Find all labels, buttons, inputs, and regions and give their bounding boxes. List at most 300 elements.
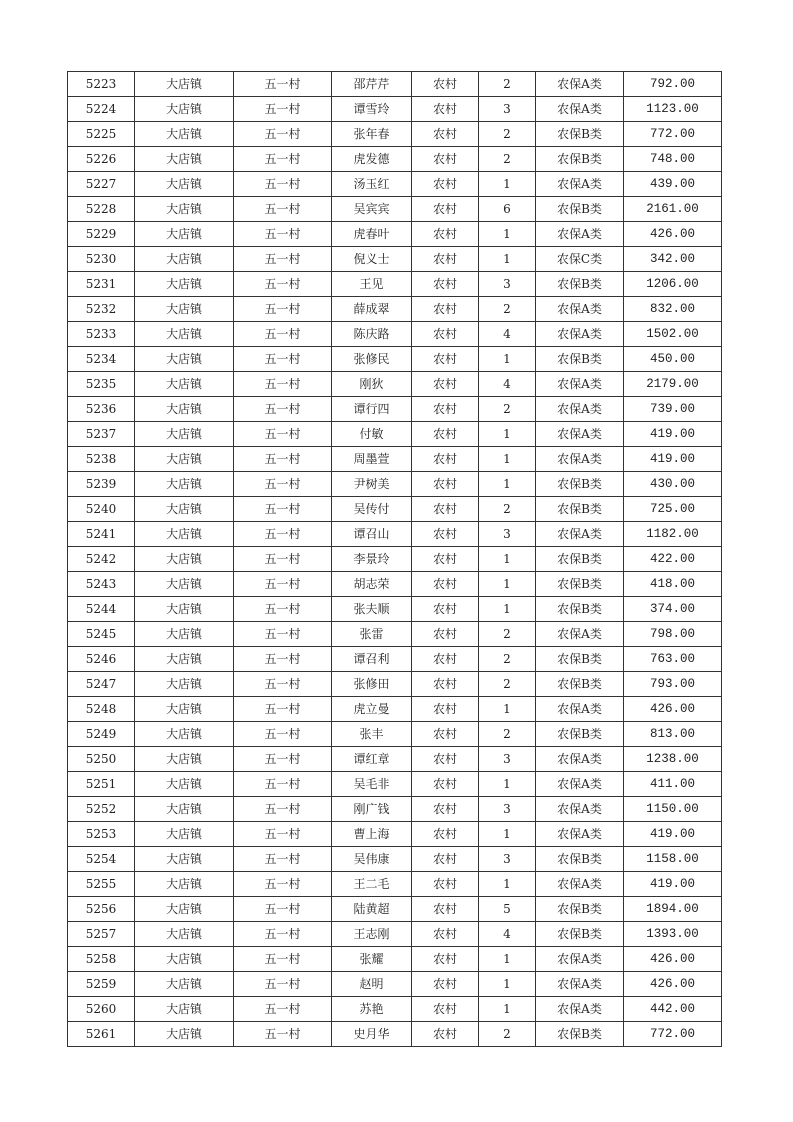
- table-row: [68, 122, 722, 147]
- cell-family-size: 2: [479, 647, 536, 672]
- cell-family-size: 2: [479, 722, 536, 747]
- cell-amount: 725.00: [624, 497, 722, 522]
- cell-town: 大店镇: [135, 622, 234, 647]
- cell-family-size: 2: [479, 672, 536, 697]
- cell-family-size: 3: [479, 747, 536, 772]
- cell-name: 王志刚: [332, 922, 412, 947]
- table-row: [68, 222, 722, 247]
- cell-insurance-category: 农保A类: [536, 97, 624, 122]
- cell-family-size: 2: [479, 497, 536, 522]
- cell-insurance-category: 农保B类: [536, 472, 624, 497]
- cell-serial-number: 5261: [68, 1022, 135, 1047]
- cell-name: 张修民: [332, 347, 412, 372]
- cell-amount: 419.00: [624, 872, 722, 897]
- cell-amount: 430.00: [624, 472, 722, 497]
- cell-household-type: 农村: [412, 772, 479, 797]
- cell-family-size: 1: [479, 697, 536, 722]
- cell-town: 大店镇: [135, 297, 234, 322]
- cell-amount: 798.00: [624, 622, 722, 647]
- cell-insurance-category: 农保A类: [536, 797, 624, 822]
- cell-amount: 772.00: [624, 122, 722, 147]
- cell-name: 薛成翠: [332, 297, 412, 322]
- cell-family-size: 1: [479, 447, 536, 472]
- cell-household-type: 农村: [412, 72, 479, 97]
- cell-town: 大店镇: [135, 797, 234, 822]
- cell-serial-number: 5240: [68, 497, 135, 522]
- cell-name: 虎春叶: [332, 222, 412, 247]
- cell-name: 谭雪玲: [332, 97, 412, 122]
- cell-insurance-category: 农保B类: [536, 572, 624, 597]
- cell-family-size: 2: [479, 122, 536, 147]
- cell-amount: 439.00: [624, 172, 722, 197]
- cell-name: 李景玲: [332, 547, 412, 572]
- table-row: [68, 97, 722, 122]
- cell-household-type: 农村: [412, 997, 479, 1022]
- table-row: [68, 247, 722, 272]
- cell-village: 五一村: [234, 847, 332, 872]
- cell-household-type: 农村: [412, 122, 479, 147]
- table-row: [68, 872, 722, 897]
- cell-amount: 450.00: [624, 347, 722, 372]
- table-row: [68, 722, 722, 747]
- cell-amount: 411.00: [624, 772, 722, 797]
- cell-name: 倪义士: [332, 247, 412, 272]
- cell-village: 五一村: [234, 897, 332, 922]
- cell-family-size: 4: [479, 372, 536, 397]
- cell-name: 吴宾宾: [332, 197, 412, 222]
- cell-amount: 1238.00: [624, 747, 722, 772]
- cell-village: 五一村: [234, 922, 332, 947]
- cell-name: 苏艳: [332, 997, 412, 1022]
- table-row: [68, 347, 722, 372]
- cell-serial-number: 5250: [68, 747, 135, 772]
- cell-insurance-category: 农保A类: [536, 747, 624, 772]
- cell-household-type: 农村: [412, 272, 479, 297]
- cell-household-type: 农村: [412, 672, 479, 697]
- cell-household-type: 农村: [412, 447, 479, 472]
- cell-village: 五一村: [234, 197, 332, 222]
- cell-serial-number: 5231: [68, 272, 135, 297]
- cell-family-size: 3: [479, 522, 536, 547]
- table-row: [68, 172, 722, 197]
- table-row: [68, 497, 722, 522]
- cell-insurance-category: 农保B类: [536, 597, 624, 622]
- cell-village: 五一村: [234, 347, 332, 372]
- cell-name: 张年春: [332, 122, 412, 147]
- cell-family-size: 1: [479, 822, 536, 847]
- cell-serial-number: 5245: [68, 622, 135, 647]
- cell-village: 五一村: [234, 147, 332, 172]
- table-row: [68, 997, 722, 1022]
- cell-village: 五一村: [234, 272, 332, 297]
- cell-household-type: 农村: [412, 547, 479, 572]
- cell-village: 五一村: [234, 622, 332, 647]
- cell-household-type: 农村: [412, 172, 479, 197]
- cell-family-size: 1: [479, 247, 536, 272]
- cell-name: 王见: [332, 272, 412, 297]
- cell-serial-number: 5225: [68, 122, 135, 147]
- cell-town: 大店镇: [135, 822, 234, 847]
- cell-insurance-category: 农保A类: [536, 997, 624, 1022]
- cell-household-type: 农村: [412, 197, 479, 222]
- cell-amount: 426.00: [624, 222, 722, 247]
- cell-amount: 1206.00: [624, 272, 722, 297]
- cell-serial-number: 5238: [68, 447, 135, 472]
- cell-name: 陆黄超: [332, 897, 412, 922]
- table-row: [68, 922, 722, 947]
- cell-insurance-category: 农保B类: [536, 922, 624, 947]
- cell-amount: 419.00: [624, 447, 722, 472]
- cell-household-type: 农村: [412, 397, 479, 422]
- cell-household-type: 农村: [412, 647, 479, 672]
- cell-name: 虎发德: [332, 147, 412, 172]
- cell-family-size: 1: [479, 347, 536, 372]
- cell-insurance-category: 农保A类: [536, 372, 624, 397]
- cell-family-size: 1: [479, 547, 536, 572]
- cell-village: 五一村: [234, 972, 332, 997]
- cell-serial-number: 5226: [68, 147, 135, 172]
- table-row: [68, 847, 722, 872]
- cell-family-size: 1: [479, 947, 536, 972]
- cell-town: 大店镇: [135, 347, 234, 372]
- cell-serial-number: 5236: [68, 397, 135, 422]
- cell-amount: 1502.00: [624, 322, 722, 347]
- cell-amount: 793.00: [624, 672, 722, 697]
- cell-family-size: 1: [479, 997, 536, 1022]
- cell-household-type: 农村: [412, 747, 479, 772]
- cell-serial-number: 5248: [68, 697, 135, 722]
- cell-insurance-category: 农保A类: [536, 622, 624, 647]
- cell-family-size: 2: [479, 72, 536, 97]
- table-row: [68, 597, 722, 622]
- cell-household-type: 农村: [412, 922, 479, 947]
- cell-village: 五一村: [234, 747, 332, 772]
- cell-amount: 1123.00: [624, 97, 722, 122]
- cell-insurance-category: 农保B类: [536, 1022, 624, 1047]
- cell-name: 周墨萱: [332, 447, 412, 472]
- cell-name: 刚狄: [332, 372, 412, 397]
- cell-town: 大店镇: [135, 147, 234, 172]
- cell-family-size: 2: [479, 622, 536, 647]
- table-row: [68, 72, 722, 97]
- cell-village: 五一村: [234, 647, 332, 672]
- cell-village: 五一村: [234, 997, 332, 1022]
- cell-town: 大店镇: [135, 997, 234, 1022]
- cell-town: 大店镇: [135, 472, 234, 497]
- cell-town: 大店镇: [135, 947, 234, 972]
- table-row: [68, 397, 722, 422]
- cell-family-size: 3: [479, 847, 536, 872]
- cell-town: 大店镇: [135, 922, 234, 947]
- cell-town: 大店镇: [135, 72, 234, 97]
- cell-village: 五一村: [234, 222, 332, 247]
- cell-town: 大店镇: [135, 572, 234, 597]
- cell-family-size: 3: [479, 272, 536, 297]
- cell-insurance-category: 农保A类: [536, 947, 624, 972]
- cell-serial-number: 5254: [68, 847, 135, 872]
- cell-village: 五一村: [234, 322, 332, 347]
- table-row: [68, 422, 722, 447]
- cell-household-type: 农村: [412, 722, 479, 747]
- table-row: [68, 897, 722, 922]
- cell-name: 邵芹芹: [332, 72, 412, 97]
- cell-amount: 419.00: [624, 822, 722, 847]
- cell-household-type: 农村: [412, 597, 479, 622]
- cell-town: 大店镇: [135, 872, 234, 897]
- cell-town: 大店镇: [135, 372, 234, 397]
- cell-amount: 772.00: [624, 1022, 722, 1047]
- cell-insurance-category: 农保B类: [536, 347, 624, 372]
- cell-serial-number: 5234: [68, 347, 135, 372]
- cell-serial-number: 5247: [68, 672, 135, 697]
- cell-name: 胡志荣: [332, 572, 412, 597]
- cell-amount: 426.00: [624, 972, 722, 997]
- cell-serial-number: 5246: [68, 647, 135, 672]
- cell-village: 五一村: [234, 372, 332, 397]
- cell-town: 大店镇: [135, 1022, 234, 1047]
- cell-village: 五一村: [234, 397, 332, 422]
- cell-family-size: 1: [479, 472, 536, 497]
- cell-village: 五一村: [234, 297, 332, 322]
- cell-village: 五一村: [234, 472, 332, 497]
- cell-town: 大店镇: [135, 972, 234, 997]
- cell-town: 大店镇: [135, 222, 234, 247]
- cell-name: 张修田: [332, 672, 412, 697]
- cell-name: 谭召利: [332, 647, 412, 672]
- table-row: [68, 772, 722, 797]
- cell-village: 五一村: [234, 772, 332, 797]
- table-row: [68, 947, 722, 972]
- cell-insurance-category: 农保A类: [536, 397, 624, 422]
- cell-household-type: 农村: [412, 847, 479, 872]
- cell-village: 五一村: [234, 172, 332, 197]
- cell-family-size: 1: [479, 222, 536, 247]
- cell-amount: 2179.00: [624, 372, 722, 397]
- cell-insurance-category: 农保B类: [536, 897, 624, 922]
- cell-amount: 1158.00: [624, 847, 722, 872]
- cell-insurance-category: 农保B类: [536, 147, 624, 172]
- cell-village: 五一村: [234, 672, 332, 697]
- cell-town: 大店镇: [135, 247, 234, 272]
- cell-serial-number: 5258: [68, 947, 135, 972]
- table-row: [68, 372, 722, 397]
- cell-name: 谭行四: [332, 397, 412, 422]
- cell-serial-number: 5224: [68, 97, 135, 122]
- cell-family-size: 1: [479, 172, 536, 197]
- cell-family-size: 1: [479, 972, 536, 997]
- cell-serial-number: 5239: [68, 472, 135, 497]
- cell-name: 吴传付: [332, 497, 412, 522]
- cell-serial-number: 5242: [68, 547, 135, 572]
- cell-family-size: 1: [479, 872, 536, 897]
- cell-household-type: 农村: [412, 947, 479, 972]
- cell-insurance-category: 农保A类: [536, 72, 624, 97]
- cell-village: 五一村: [234, 872, 332, 897]
- cell-name: 史月华: [332, 1022, 412, 1047]
- cell-serial-number: 5257: [68, 922, 135, 947]
- cell-family-size: 1: [479, 597, 536, 622]
- cell-village: 五一村: [234, 122, 332, 147]
- cell-name: 张雷: [332, 622, 412, 647]
- cell-amount: 418.00: [624, 572, 722, 597]
- cell-amount: 1894.00: [624, 897, 722, 922]
- cell-family-size: 3: [479, 797, 536, 822]
- cell-family-size: 4: [479, 922, 536, 947]
- cell-insurance-category: 农保A类: [536, 422, 624, 447]
- cell-insurance-category: 农保A类: [536, 872, 624, 897]
- cell-village: 五一村: [234, 522, 332, 547]
- cell-village: 五一村: [234, 97, 332, 122]
- cell-name: 付敏: [332, 422, 412, 447]
- cell-household-type: 农村: [412, 347, 479, 372]
- cell-town: 大店镇: [135, 747, 234, 772]
- cell-serial-number: 5232: [68, 297, 135, 322]
- table-row: [68, 197, 722, 222]
- cell-amount: 426.00: [624, 947, 722, 972]
- table-row: [68, 822, 722, 847]
- cell-family-size: 3: [479, 97, 536, 122]
- cell-household-type: 农村: [412, 822, 479, 847]
- cell-insurance-category: 农保B类: [536, 122, 624, 147]
- cell-household-type: 农村: [412, 1022, 479, 1047]
- table-row: [68, 797, 722, 822]
- cell-serial-number: 5229: [68, 222, 135, 247]
- cell-name: 张夫顺: [332, 597, 412, 622]
- table-row: [68, 297, 722, 322]
- cell-household-type: 农村: [412, 897, 479, 922]
- cell-village: 五一村: [234, 822, 332, 847]
- cell-serial-number: 5249: [68, 722, 135, 747]
- cell-serial-number: 5230: [68, 247, 135, 272]
- cell-town: 大店镇: [135, 672, 234, 697]
- cell-family-size: 4: [479, 322, 536, 347]
- cell-family-size: 1: [479, 572, 536, 597]
- cell-serial-number: 5260: [68, 997, 135, 1022]
- cell-amount: 739.00: [624, 397, 722, 422]
- cell-household-type: 农村: [412, 622, 479, 647]
- cell-name: 谭红章: [332, 747, 412, 772]
- cell-insurance-category: 农保B类: [536, 722, 624, 747]
- cell-serial-number: 5251: [68, 772, 135, 797]
- cell-household-type: 农村: [412, 372, 479, 397]
- cell-town: 大店镇: [135, 647, 234, 672]
- cell-town: 大店镇: [135, 722, 234, 747]
- table-row: [68, 547, 722, 572]
- cell-town: 大店镇: [135, 397, 234, 422]
- cell-insurance-category: 农保B类: [536, 497, 624, 522]
- cell-town: 大店镇: [135, 772, 234, 797]
- cell-village: 五一村: [234, 497, 332, 522]
- cell-family-size: 2: [479, 1022, 536, 1047]
- cell-insurance-category: 农保A类: [536, 322, 624, 347]
- cell-name: 汤玉红: [332, 172, 412, 197]
- cell-amount: 426.00: [624, 697, 722, 722]
- table-row: [68, 272, 722, 297]
- cell-family-size: 2: [479, 147, 536, 172]
- cell-amount: 813.00: [624, 722, 722, 747]
- cell-insurance-category: 农保B类: [536, 647, 624, 672]
- cell-insurance-category: 农保C类: [536, 247, 624, 272]
- cell-insurance-category: 农保B类: [536, 197, 624, 222]
- cell-household-type: 农村: [412, 697, 479, 722]
- cell-name: 尹树美: [332, 472, 412, 497]
- cell-amount: 2161.00: [624, 197, 722, 222]
- cell-insurance-category: 农保A类: [536, 172, 624, 197]
- cell-serial-number: 5223: [68, 72, 135, 97]
- cell-town: 大店镇: [135, 97, 234, 122]
- cell-name: 张丰: [332, 722, 412, 747]
- cell-household-type: 农村: [412, 797, 479, 822]
- cell-village: 五一村: [234, 447, 332, 472]
- cell-family-size: 6: [479, 197, 536, 222]
- cell-town: 大店镇: [135, 847, 234, 872]
- table-row: [68, 147, 722, 172]
- cell-amount: 832.00: [624, 297, 722, 322]
- cell-household-type: 农村: [412, 222, 479, 247]
- cell-town: 大店镇: [135, 122, 234, 147]
- cell-serial-number: 5235: [68, 372, 135, 397]
- cell-village: 五一村: [234, 1022, 332, 1047]
- cell-serial-number: 5253: [68, 822, 135, 847]
- cell-name: 张耀: [332, 947, 412, 972]
- cell-village: 五一村: [234, 697, 332, 722]
- cell-serial-number: 5228: [68, 197, 135, 222]
- cell-serial-number: 5259: [68, 972, 135, 997]
- cell-serial-number: 5255: [68, 872, 135, 897]
- cell-insurance-category: 农保A类: [536, 822, 624, 847]
- cell-name: 赵明: [332, 972, 412, 997]
- cell-household-type: 农村: [412, 572, 479, 597]
- cell-household-type: 农村: [412, 247, 479, 272]
- cell-amount: 374.00: [624, 597, 722, 622]
- cell-serial-number: 5256: [68, 897, 135, 922]
- cell-family-size: 5: [479, 897, 536, 922]
- cell-town: 大店镇: [135, 172, 234, 197]
- cell-amount: 792.00: [624, 72, 722, 97]
- cell-serial-number: 5244: [68, 597, 135, 622]
- cell-family-size: 2: [479, 297, 536, 322]
- cell-name: 虎立曼: [332, 697, 412, 722]
- cell-family-size: 1: [479, 772, 536, 797]
- cell-amount: 1393.00: [624, 922, 722, 947]
- cell-household-type: 农村: [412, 422, 479, 447]
- table-row: [68, 647, 722, 672]
- cell-village: 五一村: [234, 572, 332, 597]
- cell-village: 五一村: [234, 72, 332, 97]
- table-row: [68, 472, 722, 497]
- cell-insurance-category: 农保A类: [536, 972, 624, 997]
- cell-insurance-category: 农保A类: [536, 522, 624, 547]
- cell-name: 吴伟康: [332, 847, 412, 872]
- table-row: [68, 522, 722, 547]
- cell-village: 五一村: [234, 422, 332, 447]
- cell-insurance-category: 农保A类: [536, 222, 624, 247]
- cell-insurance-category: 农保A类: [536, 297, 624, 322]
- cell-amount: 422.00: [624, 547, 722, 572]
- table-row: [68, 572, 722, 597]
- cell-amount: 419.00: [624, 422, 722, 447]
- table-row: [68, 1022, 722, 1047]
- cell-family-size: 1: [479, 422, 536, 447]
- table-row: [68, 697, 722, 722]
- cell-household-type: 农村: [412, 972, 479, 997]
- cell-household-type: 农村: [412, 472, 479, 497]
- cell-name: 谭召山: [332, 522, 412, 547]
- cell-household-type: 农村: [412, 147, 479, 172]
- cell-village: 五一村: [234, 797, 332, 822]
- cell-serial-number: 5241: [68, 522, 135, 547]
- cell-town: 大店镇: [135, 697, 234, 722]
